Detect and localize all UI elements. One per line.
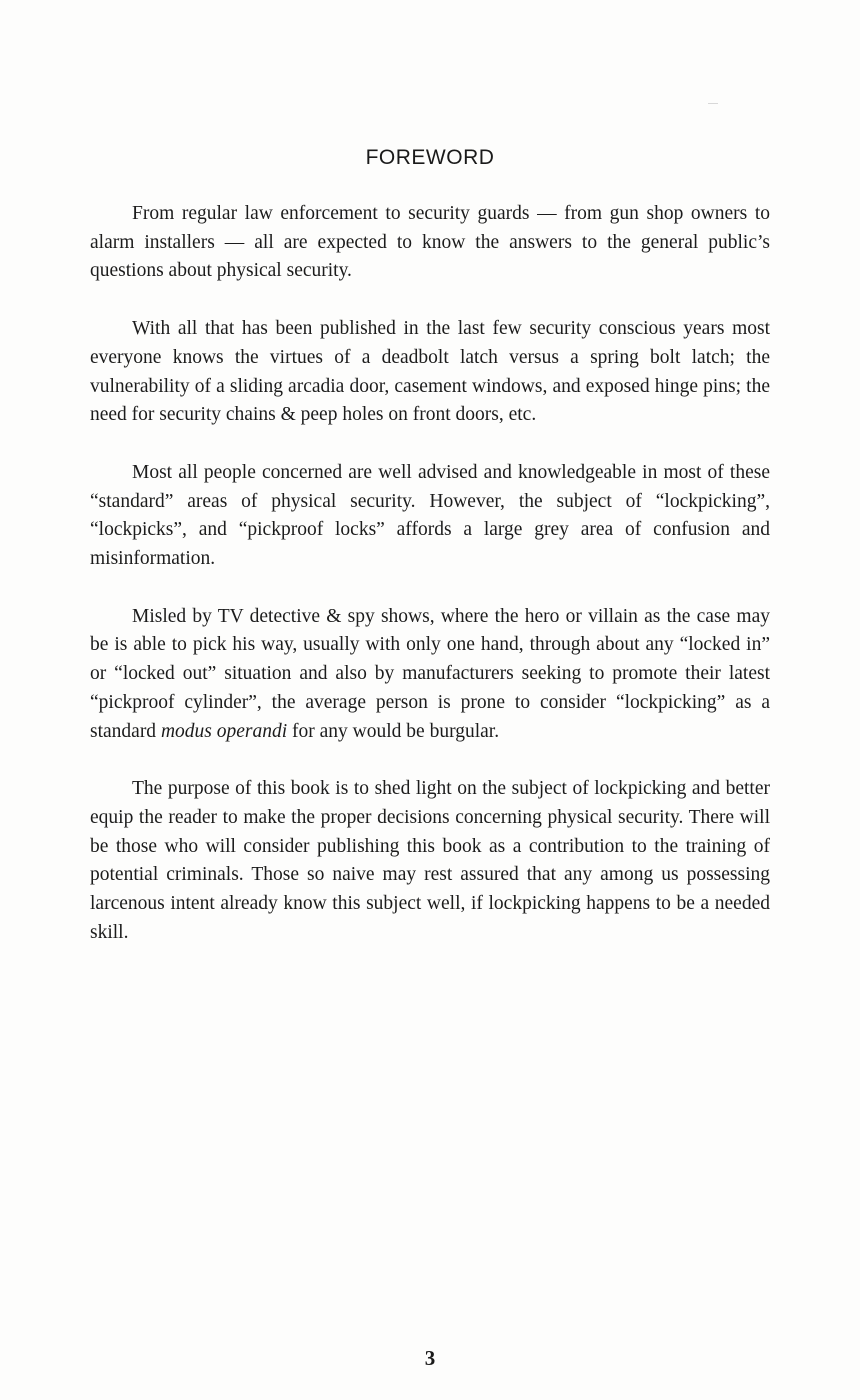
- scan-speck: [708, 103, 718, 104]
- paragraph-4-text-end: for any would be burgular.: [287, 720, 500, 742]
- page-title: FOREWORD: [365, 146, 495, 169]
- paragraph-4-italic-phrase: modus operandi: [160, 720, 288, 742]
- page-number: 3: [424, 1346, 436, 1370]
- paragraph-5: [90, 775, 770, 947]
- paragraph-4-text: Misled by TV detective & spy shows, where the hero or villain as the case may be is able to pick his way, usually with only one hand, through about any “locked in” or “locked out” situation and also by manufacturers seeking to promote their latest “pickproof cylinder”, the average person is prone to consider “lockpicking” as a standard: [90, 605, 770, 742]
- paragraph-4: [90, 603, 770, 747]
- paragraph-1: [90, 200, 770, 286]
- paragraph-3: [90, 459, 770, 574]
- paragraph-2-text: With all that has been published in the last few security conscious years most everyone knows the virtues of a deadbolt latch versus a spring bolt latch; the vulnerability of a sliding arcadia door, casement windows, and exposed hinge pins; the need for security chains & peep holes on front doors, etc.: [90, 318, 770, 426]
- foreword-body: [90, 200, 770, 976]
- paragraph-2: [90, 315, 770, 430]
- paragraph-5-text: The purpose of this book is to shed light on the subject of lockpicking and better equip the reader to make the proper decisions concerning physical security. There will be those who will consider publishing this book as a contribution to the training of potential criminals. Those so naive may rest assured that any among us possessing larcenous intent already know this subject well, if lockpicking happens to be a needed skill.: [90, 778, 770, 943]
- paragraph-3-text: Most all people concerned are well advised and knowledgeable in most of these “standard” areas of physical security. However, the subject of “lockpicking”, “lockpicks”, and “pickproof locks” affords a large grey area of confusion and misinformation.: [90, 461, 770, 570]
- paragraph-1-text: From regular law enforcement to security guards — from gun shop owners to alarm installers — all are expected to know the answers to the general public’s questions about physical security.: [90, 203, 770, 282]
